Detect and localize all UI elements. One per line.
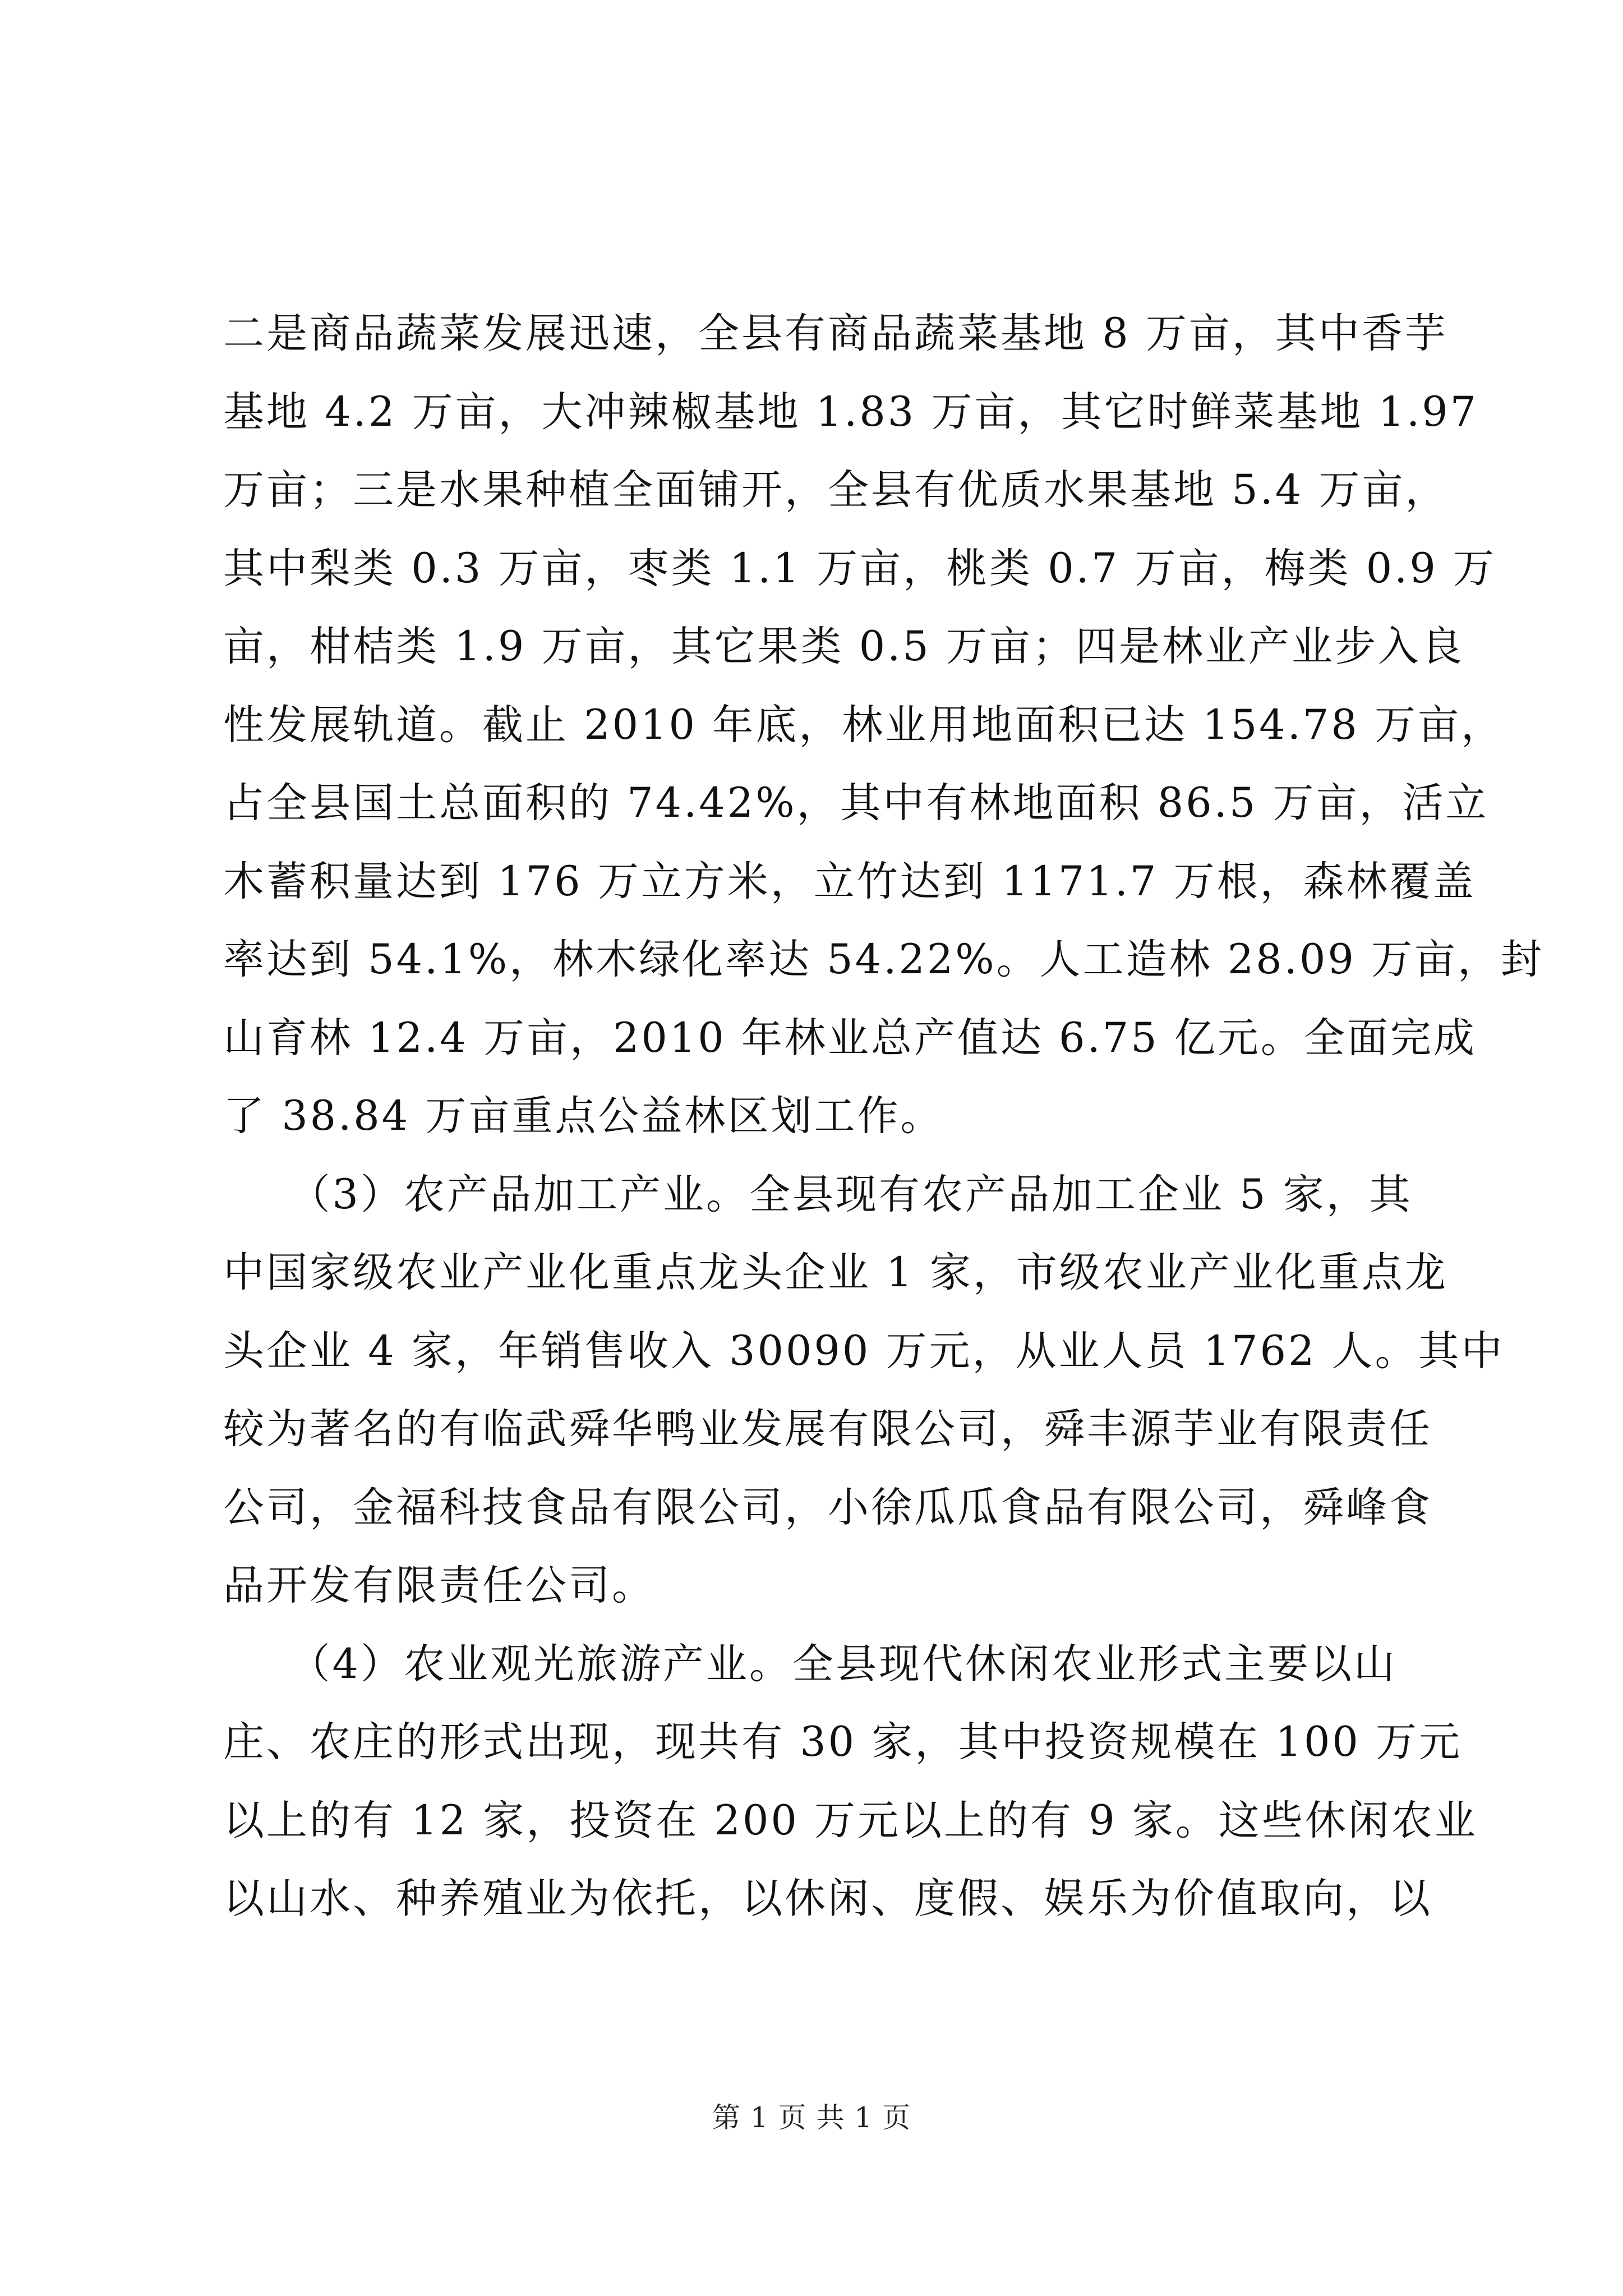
body-text-line: 公司，金福科技食品有限公司，小徐瓜瓜食品有限公司，舜峰食 [223, 1484, 1432, 1531]
body-text-line: 庄、农庄的形式出现，现共有 30 家，其中投资规模在 100 万元 [223, 1718, 1463, 1766]
body-text-line: 率达到 54.1%，林木绿化率达 54.22%。人工造林 28.09 万亩，封 [223, 936, 1544, 983]
paragraph-4-start: （4）农业观光旅游产业。全县现代休闲农业形式主要以山 [223, 1640, 1397, 1688]
body-text-line: 中国家级农业产业化重点龙头企业 1 家，市级农业产业化重点龙 [223, 1249, 1448, 1296]
body-text-line: 万亩；三是水果种植全面铺开，全县有优质水果基地 5.4 万亩， [223, 466, 1449, 514]
body-text-line: 木蓄积量达到 176 万立方米，立竹达到 1171.7 万根，森林覆盖 [223, 858, 1476, 905]
page-footer: 第 1 页 共 1 页 [712, 2101, 911, 2134]
body-text-line: 以上的有 12 家，投资在 200 万元以上的有 9 家。这些休闲农业 [223, 1797, 1478, 1844]
paragraph-3-start: （3）农产品加工产业。全县现有农产品加工企业 5 家，其 [223, 1171, 1413, 1218]
body-text-line: 其中梨类 0.3 万亩，枣类 1.1 万亩，桃类 0.7 万亩，梅类 0.9 万 [223, 545, 1497, 592]
body-text-line: 占全县国土总面积的 74.42%，其中有林地面积 86.5 万亩，活立 [223, 779, 1489, 827]
body-text-line: 二是商品蔬菜发展迅速，全县有商品蔬菜基地 8 万亩，其中香芋 [223, 310, 1448, 357]
body-text-line: 以山水、种养殖业为依托，以休闲、度假、娱乐为价值取向，以 [223, 1875, 1432, 1922]
body-text-line: 品开发有限责任公司。 [223, 1562, 655, 1609]
body-text-line: 山育林 12.4 万亩，2010 年林业总产值达 6.75 亿元。全面完成 [223, 1014, 1477, 1062]
body-text-line: 了 38.84 万亩重点公益林区划工作。 [223, 1092, 944, 1140]
body-text-line: 基地 4.2 万亩，大冲辣椒基地 1.83 万亩，其它时鲜菜基地 1.97 [223, 388, 1479, 436]
body-text-line: 亩，柑桔类 1.9 万亩，其它果类 0.5 万亩；四是林业产业步入良 [223, 623, 1465, 670]
body-text-line: 较为著名的有临武舜华鸭业发展有限公司，舜丰源芋业有限责任 [223, 1405, 1432, 1453]
body-text-line: 头企业 4 家，年销售收入 30090 万元，从业人员 1762 人。其中 [223, 1327, 1505, 1375]
body-text-line: 性发展轨道。截止 2010 年底，林业用地面积已达 154.78 万亩， [223, 701, 1505, 749]
